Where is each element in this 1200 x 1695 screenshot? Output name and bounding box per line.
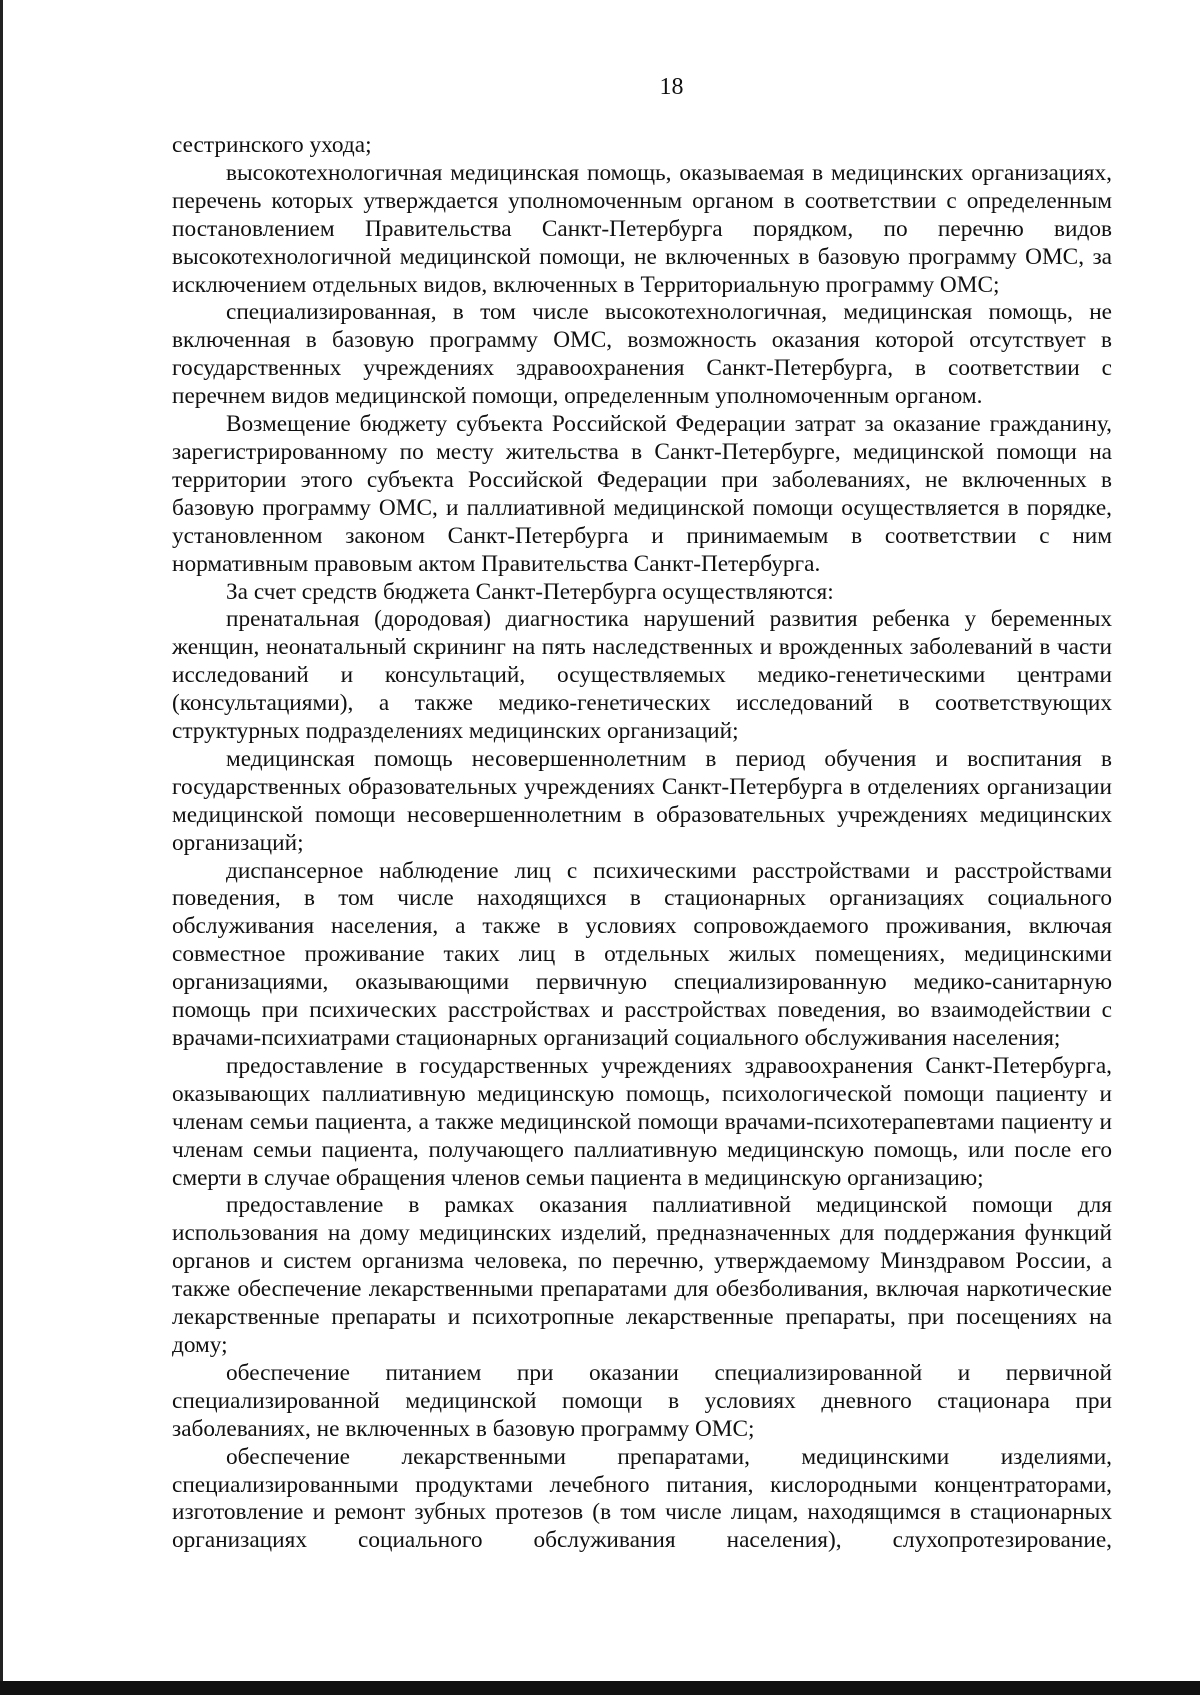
- paragraph-palliative-psych-help: предоставление в государственных учреждениях здравоохранения Санкт-Петербурга, оказывающих паллиативную медицинскую помощь, психологической помощи пациенту и членам семьи пациента, а также медицинской помощи врачами-психотерапевтами пациенту и членам семьи пациента, получающего паллиативную медицинскую помощь, или после его смерти в случае обращения членов семьи пациента в медицинскую организацию;: [172, 1052, 1112, 1191]
- scan-edge-left: [0, 0, 3, 1695]
- paragraph-high-tech-care: высокотехнологичная медицинская помощь, оказываемая в медицинских организациях, перечень которых утверждается уполномоченным органом в соответствии с определенным постановлением Правительства Санкт-Петербурга порядком, по перечню видов высокотехнологичной медицинской помощи, не включенных в базовую программу ОМС, за исключением отдельных видов, включенных в Территориальную программу ОМС;: [172, 159, 1112, 298]
- paragraph-prenatal-diagnostics: пренатальная (дородовая) диагностика нарушений развития ребенка у беременных женщин, неонатальный скрининг на пять наследственных и врожденных заболеваний в части исследований и консультаций, осуществляемых медико-генетическими центрами (консультациями), а также медико-генетических исследований в соответствующих структурных подразделениях медицинских организаций;: [172, 606, 1112, 745]
- paragraph-budget-funded-intro: За счет средств бюджета Санкт-Петербурга осуществляются:: [226, 578, 834, 605]
- paragraph-psychiatric-observation: диспансерное наблюдение лиц с психическими расстройствами и расстройствами поведения, в том числе находящихся в стационарных организациях социального обслуживания населения, а также в условиях сопровождаемого проживания, включая совместное проживание таких лиц в отдельных жилых помещениях, медицинскими организациями, оказывающими первичную специализированную медико-санитарную помощь при психических расстройствах и расстройствах поведения, во взаимодействии с врачами-психиатрами стационарных организаций социального обслуживания населения;: [172, 857, 1112, 1051]
- paragraph-day-hospital-nutrition: обеспечение питанием при оказании специализированной и первичной специализированной медицинской помощи в условиях дневного стационара при заболеваниях, не включенных в базовую программу ОМС;: [172, 1359, 1112, 1442]
- document-body: [172, 132, 1112, 1555]
- page-number: 18: [659, 74, 684, 100]
- paragraph-continuation: сестринского ухода;: [172, 132, 372, 158]
- scan-edge-bottom: [0, 1681, 1200, 1695]
- paragraph-budget-reimbursement: Возмещение бюджету субъекта Российской Федерации затрат за оказание гражданину, зарегистрированному по месту жительства в Санкт-Петербурге, медицинской помощи на территории этого субъекта Российской Федерации при заболеваниях, не включенных в базовую программу ОМС, и паллиативной медицинской помощи осуществляется в порядке, установленном законом Санкт-Петербурга и принимаемым в соответствии с ним нормативным правовым актом Правительства Санкт-Петербурга.: [172, 411, 1112, 577]
- paragraph-minors-care: медицинская помощь несовершеннолетним в период обучения и воспитания в государственных образовательных учреждениях Санкт-Петербурга в отделениях организации медицинской помощи несовершеннолетним в образовательных учреждениях медицинских организаций;: [172, 745, 1112, 856]
- paragraph-palliative-home-devices: предоставление в рамках оказания паллиативной медицинской помощи для использования на дому медицинских изделий, предназначенных для поддержания функций органов и систем организма человека, по перечню, утверждаемому Минздравом России, а также обеспечение лекарственными препаратами для обезболивания, включая наркотические лекарственные препараты и психотропные лекарственные препараты, при посещениях на дому;: [172, 1192, 1112, 1358]
- paragraph-specialized-care: специализированная, в том числе высокотехнологичная, медицинская помощь, не включенная в базовую программу ОМС, возможность оказания которой отсутствует в государственных учреждениях здравоохранения Санкт-Петербурга, в соответствии с перечнем видов медицинской помощи, определенным уполномоченным органом.: [172, 299, 1112, 410]
- paragraph-medication-supply: обеспечение лекарственными препаратами, медицинскими изделиями, специализированными продуктами лечебного питания, кислородными концентраторами, изготовление и ремонт зубных протезов (в том числе лицам, находящимся в стационарных организациях социального обслуживания населения), слухопротезирование,: [172, 1443, 1112, 1554]
